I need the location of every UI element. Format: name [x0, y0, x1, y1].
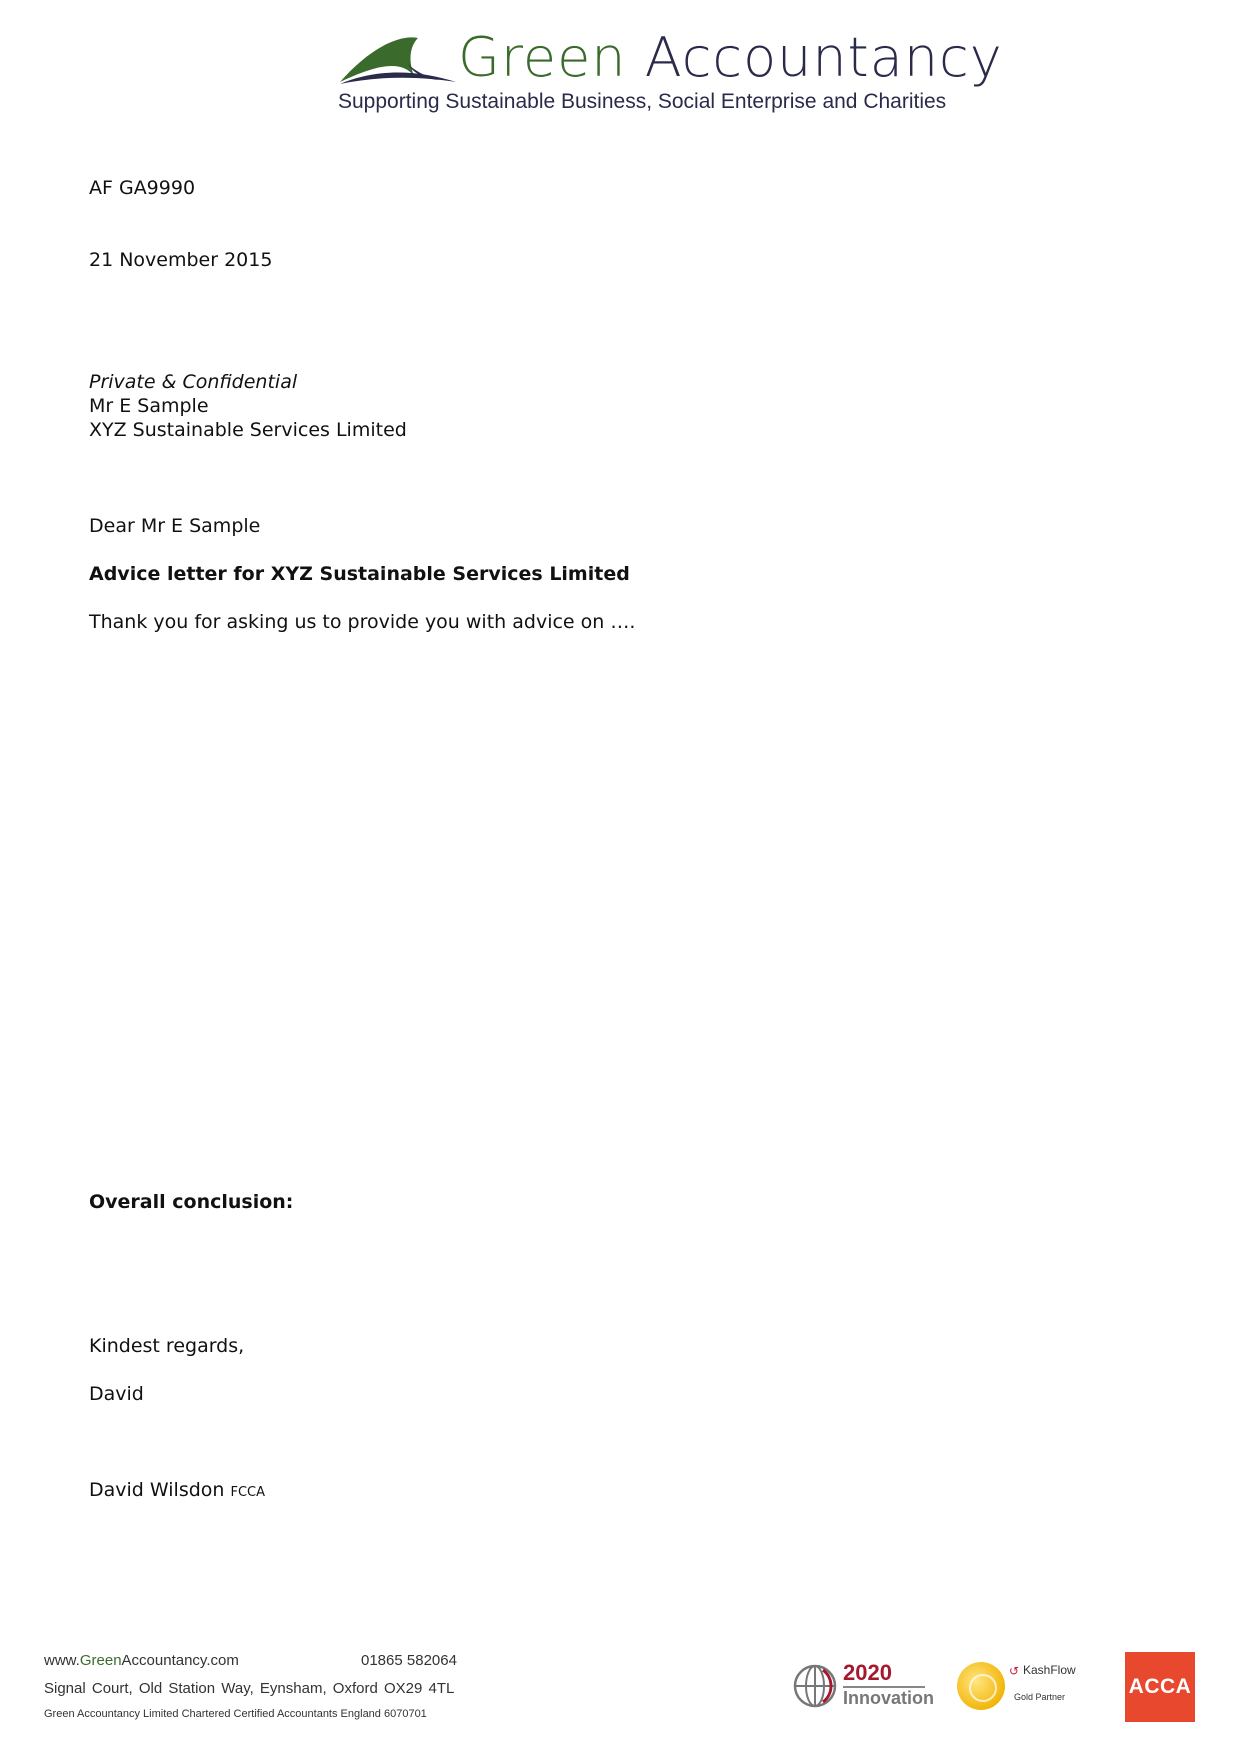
recipient-company: XYZ Sustainable Services Limited [89, 419, 407, 441]
opening-paragraph: Thank you for asking us to provide you with advice on …. [89, 611, 636, 633]
brand-name [458, 26, 1003, 90]
letter-date: 21 November 2015 [89, 249, 273, 271]
kashflow-level: Gold Partner [1014, 1692, 1066, 1702]
brand-word-accountancy: Accountancy [644, 26, 1003, 89]
conclusion-heading: Overall conclusion: [89, 1191, 294, 1213]
footer-registration: Green Accountancy Limited Chartered Certified Accountants England 6070701 [44, 1708, 427, 1720]
globe-icon [793, 1664, 837, 1708]
signature: David [89, 1383, 144, 1405]
footer-phone: 01865 582064 [361, 1652, 457, 1669]
website-suffix: Accountancy.com [121, 1652, 239, 1669]
footer-website[interactable] [44, 1652, 239, 1669]
footer-address: Signal Court, Old Station Way, Eynsham, Oxford OX29 4TL [44, 1680, 455, 1697]
letter-subject: Advice letter for XYZ Sustainable Services Limited [89, 563, 630, 585]
website-green: Green [79, 1652, 122, 1669]
innovation-badge [793, 1660, 934, 1712]
kashflow-swirl-icon: ↺ [1009, 1664, 1020, 1678]
recipient-name: Mr E Sample [89, 395, 209, 417]
gold-coin-icon [957, 1662, 1005, 1710]
swoosh-logo-icon [338, 30, 458, 90]
signatory [89, 1478, 265, 1505]
letter-reference: AF GA9990 [89, 177, 196, 199]
innovation-year: 2020 [843, 1660, 892, 1685]
kashflow-name: KashFlow [1023, 1663, 1076, 1677]
website-prefix: www. [44, 1652, 80, 1669]
acca-logo: ACCA [1125, 1652, 1195, 1722]
signatory-name: David Wilsdon [89, 1479, 225, 1501]
brand-word-green: Green [458, 26, 627, 89]
kashflow-badge [957, 1658, 1083, 1714]
company-logo [338, 26, 1003, 116]
brand-tagline: Supporting Sustainable Business, Social Enterprise and Charities [338, 90, 947, 113]
signatory-credentials: FCCA [230, 1485, 266, 1500]
confidential-label: Private & Confidential [89, 371, 298, 393]
salutation: Dear Mr E Sample [89, 515, 261, 537]
sign-off: Kindest regards, [89, 1335, 245, 1357]
innovation-word: Innovation [843, 1688, 934, 1708]
